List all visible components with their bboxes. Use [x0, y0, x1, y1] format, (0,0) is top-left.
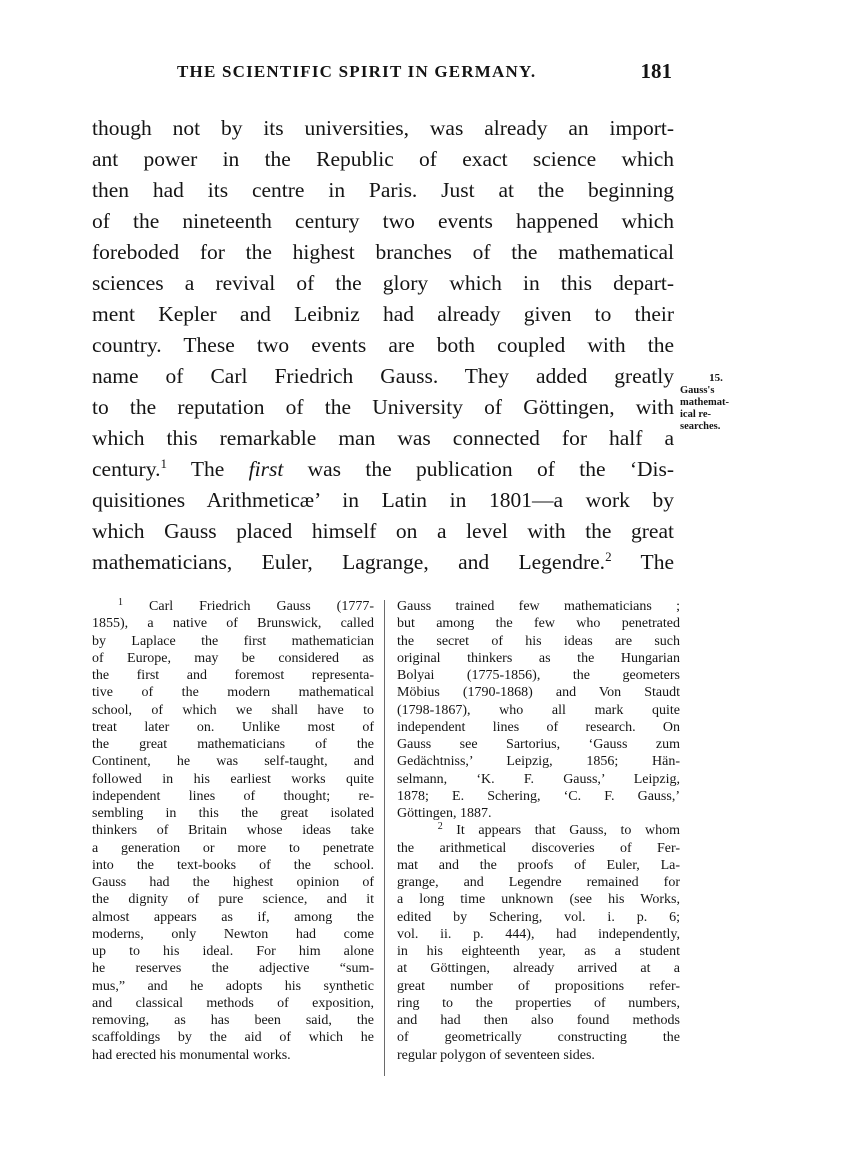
footnote-line: the first and foremost representa-: [92, 668, 374, 683]
body-line: sciences a revival of the glory which in this depart-: [92, 271, 674, 295]
column-divider: [384, 600, 385, 1076]
footnote-line: tive of the modern mathematical: [92, 685, 374, 701]
footnote-line: and classical methods of exposition,: [92, 995, 374, 1011]
body-line: ant power in the Republic of exact science which: [92, 147, 674, 171]
footnote-line: at Göttingen, already arrived at a: [397, 961, 680, 977]
footnote-line: thinkers of Britain whose ideas take: [92, 823, 374, 839]
footnote-line: of Europe, may be considered as: [92, 650, 374, 666]
footnote-line: vol. ii. p. 444), had independently,: [397, 926, 680, 942]
footnote-line: of geometrically constructing the: [397, 1030, 680, 1046]
footnote-line: moderns, only Newton had come: [92, 926, 374, 942]
footnote-line: sembling in this the great isolated: [92, 806, 374, 821]
footnote-line: a generation or more to penetrate: [92, 840, 374, 856]
footnote-line: treat later on. Unlike most of: [92, 719, 374, 735]
body-line: which Gauss placed himself on a level with the great: [92, 519, 674, 543]
footnote-line: Bolyai (1775-1856), the geometers: [397, 668, 680, 683]
footnote-line: [92, 598, 374, 615]
footnote-line: school, of which we shall have to: [92, 702, 374, 718]
footnote-line: (1798-1867), who all mark quite: [397, 702, 680, 718]
text-run: century.: [92, 457, 161, 481]
section-number: 15.: [709, 372, 723, 384]
footnote-line: Möbius (1790-1868) and Von Staudt: [397, 685, 680, 701]
footnote-line: independent lines of thought; re-: [92, 788, 374, 804]
footnote-line: up to his ideal. For him alone: [92, 944, 374, 959]
margin-note-line: ical re-: [680, 409, 711, 420]
body-line: to the reputation of the University of Göttingen, with: [92, 395, 674, 419]
margin-note-line: Gauss's: [680, 385, 715, 396]
body-line: though not by its universities, was already an import-: [92, 116, 674, 140]
body-text: [92, 113, 674, 578]
footnote-line: and had then also found methods: [397, 1013, 680, 1028]
footnote-line: by Laplace the first mathematician: [92, 633, 374, 649]
text-run: Carl Friedrich Gauss (1777-: [123, 599, 375, 614]
footnote-line: edited by Schering, vol. i. p. 6;: [397, 909, 680, 925]
footnote-line: but among the few who penetrated: [397, 616, 680, 632]
footnote-line: almost appears as if, among the: [92, 909, 374, 925]
footnote-line: scaffoldings by the aid of which he: [92, 1030, 374, 1046]
body-line: country. These two events are both coupled with the: [92, 333, 674, 357]
footnote-line: had erected his monumental works.: [92, 1047, 291, 1063]
text-run: The: [611, 550, 674, 574]
body-line: ment Kepler and Leibniz had already given to their: [92, 302, 674, 326]
footnote-reference-2: 2: [605, 549, 612, 564]
margin-note-line: searches.: [680, 421, 721, 432]
footnote-column-right: [397, 598, 680, 1064]
body-line: then had its centre in Paris. Just at the beginning: [92, 178, 674, 202]
footnote-line: independent lines of research. On: [397, 719, 680, 735]
footnote-line: the secret of his ideas are such: [397, 633, 680, 649]
footnote-line: removing, as has been said, the: [92, 1013, 374, 1028]
text-run: It appears that Gauss, to whom: [442, 823, 680, 839]
footnote-line: followed in his earliest works quite: [92, 771, 374, 787]
footnote-line: original thinkers as the Hungarian: [397, 650, 680, 666]
footnote-line: grange, and Legendre remained for: [397, 875, 680, 890]
footnotes: [92, 598, 680, 1078]
footnote-line: Gauss trained few mathematicians ;: [397, 599, 680, 614]
footnote-line: mus,” and he adopts his synthetic: [92, 978, 374, 994]
footnote-line: Gauss see Sartorius, ‘Gauss zum: [397, 737, 680, 752]
body-line: quisitiones Arithmeticæ’ in Latin in 1801—a work by: [92, 488, 674, 512]
body-line: which this remarkable man was connected for half a: [92, 426, 674, 450]
footnote-line: in his eighteenth year, as a student: [397, 944, 680, 959]
body-line: [92, 454, 674, 485]
body-line: [92, 547, 674, 578]
footnote-reference-1: 1: [160, 456, 167, 471]
footnote-line: Göttingen, 1887.: [397, 806, 492, 821]
body-line: of the nineteenth century two events happened which: [92, 209, 674, 233]
body-line: foreboded for the highest branches of the mathematical: [92, 240, 674, 264]
page-header: [92, 59, 674, 88]
text-run: mathematicians, Euler, Lagrange, and Legendre.: [92, 550, 606, 574]
footnote-line: Gedächtniss,’ Leipzig, 1856; Hän-: [397, 754, 680, 770]
footnote-line: 1855), a native of Brunswick, called: [92, 616, 374, 632]
footnote-line: Gauss had the highest opinion of: [92, 875, 374, 890]
text-run: was the publication of the ‘Dis-: [283, 457, 675, 481]
text-run: The: [166, 457, 249, 481]
footnote-line: [397, 822, 680, 839]
footnote-line: into the text-books of the school.: [92, 857, 374, 873]
footnote-line: a long time unknown (see his Works,: [397, 892, 680, 908]
running-title: THE SCIENTIFIC SPIRIT IN GERMANY.: [177, 62, 537, 81]
footnote-line: regular polygon of seventeen sides.: [397, 1047, 595, 1063]
emphasis-text: first: [248, 457, 284, 481]
footnote-line: 1878; E. Schering, ‘C. F. Gauss,’: [397, 788, 680, 804]
footnote-line: the great mathematicians of the: [92, 737, 374, 752]
footnote-column-left: [92, 598, 374, 1064]
footnote-mark-1: 1: [118, 597, 124, 608]
body-line: name of Carl Friedrich Gauss. They added greatly: [92, 364, 674, 388]
page-number: 181: [640, 59, 672, 83]
footnote-line: great number of propositions refer-: [397, 978, 680, 994]
margin-note: [680, 372, 752, 433]
footnote-line: the dignity of pure science, and it: [92, 892, 374, 908]
footnote-line: he reserves the adjective “sum-: [92, 961, 374, 977]
footnote-mark-2: 2: [437, 821, 443, 833]
footnote-line: mat and the proofs of Euler, La-: [397, 857, 680, 873]
footnote-line: the arithmetical discoveries of Fer-: [397, 840, 680, 856]
footnote-line: selmann, ‘K. F. Gauss,’ Leipzig,: [397, 771, 680, 787]
margin-note-line: mathemat-: [680, 397, 729, 408]
footnote-line: ring to the properties of numbers,: [397, 995, 680, 1011]
footnote-line: Continent, he was self-taught, and: [92, 754, 374, 770]
